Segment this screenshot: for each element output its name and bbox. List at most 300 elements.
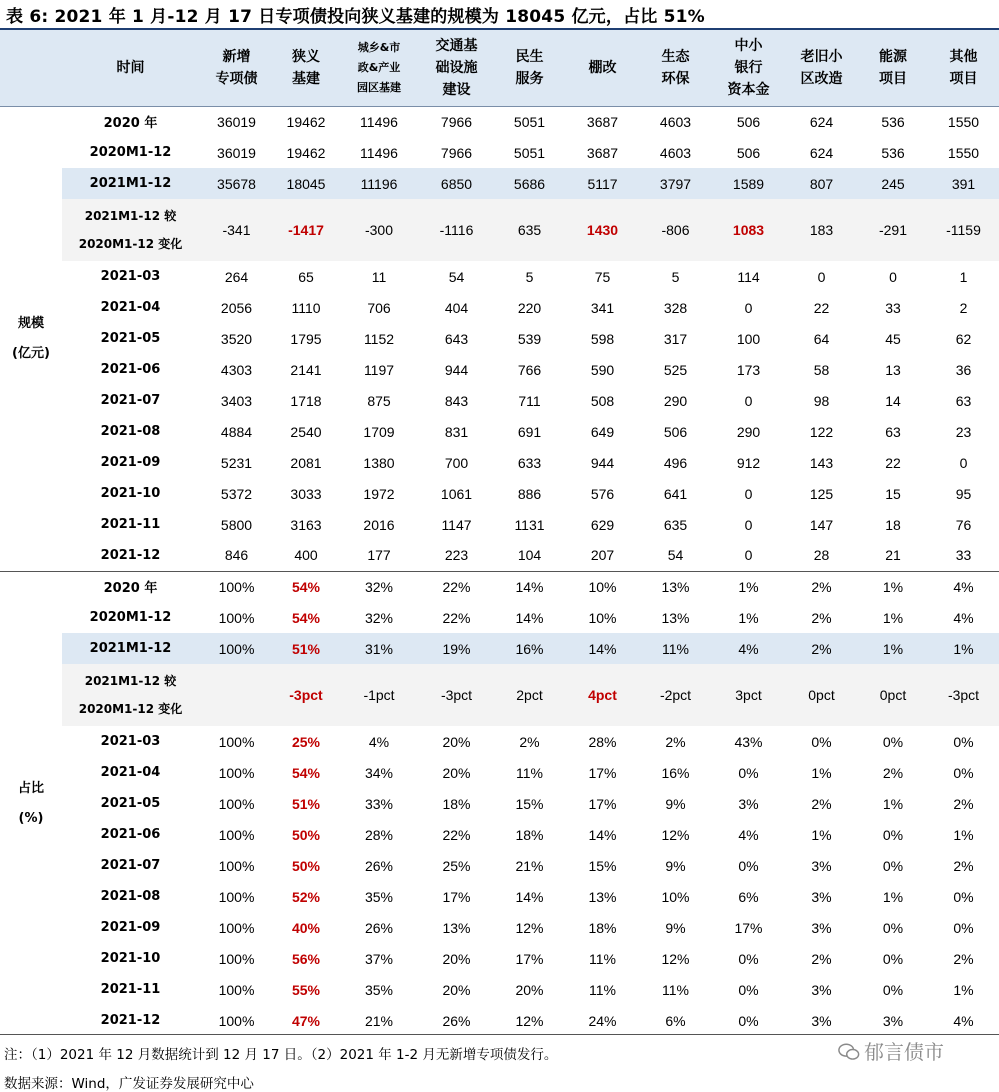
column-header <box>62 30 199 106</box>
table-cell: 13% <box>639 571 712 602</box>
table-cell: 125 <box>809 485 834 502</box>
table-cell: 1061 <box>440 485 473 502</box>
table-cell: 4% <box>928 571 999 602</box>
table-cell: 43% <box>734 733 763 750</box>
column-header <box>199 30 274 106</box>
table-cell: 0 <box>889 268 897 285</box>
row-label-line: 2021-09 <box>100 920 161 935</box>
row-label <box>62 664 199 726</box>
column-header-line: 服务 <box>515 70 544 87</box>
table-cell: 20% <box>515 981 544 998</box>
row-label <box>62 1005 199 1036</box>
group-label-line: (亿元) <box>12 345 50 361</box>
table-cell: 173 <box>736 361 761 378</box>
column-header-line: 民生 <box>515 48 544 65</box>
group-label-line: (%) <box>18 810 44 826</box>
row-label-line: 2021-09 <box>100 455 161 470</box>
table-cell: 2% <box>811 795 832 812</box>
table-cell: 2% <box>519 733 540 750</box>
table-cell: 24% <box>588 1012 617 1029</box>
table-cell: 15% <box>515 795 544 812</box>
table-cell: 143 <box>809 454 834 471</box>
table-cell: 0% <box>882 950 904 967</box>
table-cell: 341 <box>590 299 615 316</box>
column-header-line: 棚改 <box>588 59 617 76</box>
footnote: 注：（1）2021 年 12 月数据统计到 12 月 17 日。（2）2021 年 1-2 月无新增专项债发行。 <box>4 1047 558 1063</box>
column-header-line: 项目 <box>879 70 907 87</box>
table-cell: 944 <box>590 454 615 471</box>
table-cell: -1159 <box>928 199 999 261</box>
table-cell: 711 <box>518 392 541 409</box>
row-label <box>62 106 199 137</box>
table-cell: 4% <box>712 633 785 664</box>
table-cell: 14% <box>515 609 544 626</box>
table-cell: 13% <box>442 919 471 936</box>
table-row <box>0 168 999 199</box>
row-label-line: 2021-11 <box>100 517 161 532</box>
table-cell: 9% <box>665 795 686 812</box>
table-cell: 4303 <box>220 361 253 378</box>
table-cell: 36019 <box>217 113 256 130</box>
table-row <box>0 943 999 974</box>
table-cell: 624 <box>809 144 834 161</box>
table-cell: 1% <box>882 609 904 626</box>
table-cell: 539 <box>517 330 542 347</box>
column-header-line: 银行 <box>734 59 763 76</box>
table-cell: 183 <box>785 199 858 261</box>
table-cell: 700 <box>444 454 469 471</box>
table-cell: 400 <box>294 547 318 564</box>
table-cell: -3pct <box>420 664 493 726</box>
row-label-line: 2021-06 <box>100 827 161 842</box>
table-cell: 10% <box>566 571 639 602</box>
table-cell: 0% <box>738 1012 759 1029</box>
table-row <box>0 633 999 664</box>
table-cell: 536 <box>881 144 905 161</box>
table-cell: 1% <box>712 571 785 602</box>
table-cell: 2% <box>953 950 974 967</box>
table-cell: 1% <box>953 981 974 998</box>
table-cell: 11196 <box>338 168 420 199</box>
table-cell: 1972 <box>363 485 395 502</box>
table-cell: 5117 <box>566 168 639 199</box>
table-cell: 3% <box>882 1012 904 1029</box>
row-label <box>62 757 199 788</box>
table-row <box>0 478 999 509</box>
table-cell: 21% <box>364 1012 394 1029</box>
table-cell: 1 <box>959 268 968 285</box>
table-cell: 0pct <box>785 664 858 726</box>
group-label <box>0 106 62 571</box>
row-label-line: 2021-12 <box>100 1013 161 1028</box>
table-cell: 20% <box>442 950 471 967</box>
row-label <box>62 633 199 664</box>
table-cell: 10% <box>661 888 690 905</box>
row-label <box>62 137 199 168</box>
row-label <box>62 292 199 323</box>
column-header-line: 环保 <box>661 70 690 87</box>
table-row <box>0 757 999 788</box>
table-cell: 7966 <box>440 144 473 161</box>
wechat-icon <box>838 1041 860 1063</box>
table-cell: 11% <box>639 633 712 664</box>
table-row <box>0 292 999 323</box>
row-label <box>62 323 199 354</box>
table-cell: 21% <box>515 857 544 874</box>
table-cell: 15% <box>588 857 617 874</box>
row-label <box>62 726 199 757</box>
table-cell: 0 <box>744 299 753 316</box>
table-cell: 33 <box>955 547 972 564</box>
table-cell: 3520 <box>220 330 253 347</box>
table-row <box>0 602 999 633</box>
column-header <box>566 30 639 106</box>
table-cell: 0% <box>953 888 974 905</box>
table-cell: 290 <box>663 392 688 409</box>
table-cell: 0% <box>738 950 759 967</box>
table-cell: 2% <box>785 633 858 664</box>
row-label-line: 2020M1-12 变化 <box>78 702 183 716</box>
table-cell: 1589 <box>712 168 785 199</box>
table-cell: 28% <box>588 733 617 750</box>
row-label-line: 2021M1-12 较 <box>84 209 177 223</box>
row-label <box>62 416 199 447</box>
table-cell: 14% <box>566 633 639 664</box>
table-cell: -3pct <box>928 664 999 726</box>
table-cell: 1380 <box>363 454 395 471</box>
table-cell: 100% <box>218 857 255 874</box>
table-cell: 1% <box>811 826 832 843</box>
table-cell: -3pct <box>274 664 338 726</box>
table-cell: 0pct <box>858 664 928 726</box>
table-cell: 3163 <box>290 516 322 533</box>
row-label-line: 2021-10 <box>100 486 161 501</box>
row-label <box>62 354 199 385</box>
table-cell: 391 <box>928 168 999 199</box>
watermark <box>838 1036 944 1065</box>
table-cell: 22% <box>442 826 471 843</box>
table-cell: 506 <box>663 423 688 440</box>
table-cell: 18% <box>588 919 617 936</box>
table-cell: 624 <box>809 113 834 130</box>
table-cell: 635 <box>493 199 566 261</box>
table-cell: 9% <box>665 857 686 874</box>
table-cell: 25% <box>291 733 321 750</box>
row-label-line: 2021-11 <box>100 982 161 997</box>
column-header-line: 时间 <box>116 59 145 76</box>
table-cell: 1% <box>738 609 759 626</box>
table-cell: 32% <box>364 609 394 626</box>
table-cell: 10% <box>588 609 617 626</box>
row-label <box>62 447 199 478</box>
column-header-line: 园区基建 <box>357 80 401 94</box>
table-cell: 26% <box>364 857 394 874</box>
table-cell: 100% <box>218 764 255 781</box>
table-cell: 98 <box>813 392 830 409</box>
row-label-line: 2020 年 <box>103 116 158 132</box>
table-cell: 1152 <box>363 330 395 347</box>
table-cell: 23 <box>955 423 972 440</box>
table-cell: 100 <box>736 330 761 347</box>
column-header-line: 础设施 <box>435 59 478 76</box>
table-cell: 629 <box>590 516 615 533</box>
table-cell: 0% <box>882 857 904 874</box>
table-cell: 100% <box>218 919 255 936</box>
column-header <box>639 30 712 106</box>
table-cell: 4603 <box>659 113 692 130</box>
table-cell: 177 <box>367 547 391 564</box>
table-cell: 13 <box>885 361 901 378</box>
data-table <box>0 30 999 1036</box>
row-label <box>62 943 199 974</box>
column-header-line: 新增 <box>222 48 251 65</box>
row-label <box>62 850 199 881</box>
table-cell: 16% <box>493 633 566 664</box>
table-cell: 40% <box>291 919 321 936</box>
table-row <box>0 354 999 385</box>
row-label <box>62 571 199 602</box>
table-cell: 1% <box>928 633 999 664</box>
table-cell: 5800 <box>220 516 253 533</box>
table-cell: 5051 <box>513 144 546 161</box>
table-cell: 11% <box>589 981 616 998</box>
table-cell: 1718 <box>290 392 322 409</box>
table-cell: 2% <box>811 950 832 967</box>
table-cell: 4603 <box>659 144 692 161</box>
row-label-line: 2020 年 <box>103 581 158 597</box>
table-cell: 100% <box>218 888 255 905</box>
table-row <box>0 416 999 447</box>
row-label-line: 2021-06 <box>100 362 161 377</box>
column-header <box>338 30 420 106</box>
column-header <box>928 30 999 106</box>
table-cell: 843 <box>444 392 469 409</box>
table-cell: 1197 <box>363 361 395 378</box>
table-cell: 18045 <box>274 168 338 199</box>
table-cell: 100% <box>218 795 255 812</box>
table-cell: 2016 <box>363 516 395 533</box>
table-cell: 34% <box>364 764 394 781</box>
table-cell: 4% <box>953 1012 974 1029</box>
table-cell: 100% <box>218 950 255 967</box>
table-cell: 1550 <box>947 144 980 161</box>
table-cell: 104 <box>517 547 542 564</box>
table-cell: 21 <box>885 547 901 564</box>
table-cell: 22 <box>813 299 830 316</box>
table-cell: 19462 <box>286 113 326 130</box>
column-header-line: 生态 <box>661 48 690 65</box>
table-cell: 4% <box>368 733 390 750</box>
table-cell: 95 <box>955 485 972 502</box>
table-row <box>0 199 999 261</box>
column-header-line: 交通基 <box>435 37 478 54</box>
table-cell: 5 <box>525 268 534 285</box>
table-cell: 1147 <box>441 516 472 533</box>
table-cell: 3687 <box>586 144 619 161</box>
table-cell: 4884 <box>220 423 253 440</box>
row-label <box>62 881 199 912</box>
column-header <box>274 30 338 106</box>
table-cell: 100% <box>218 826 255 843</box>
table-cell: 64 <box>813 330 830 347</box>
table-cell: 886 <box>517 485 542 502</box>
table-cell: 0 <box>744 392 753 409</box>
column-header-line: 中小 <box>734 37 763 54</box>
table-cell: 52% <box>291 888 321 905</box>
table-cell: 122 <box>809 423 834 440</box>
table-cell: 17% <box>734 919 763 936</box>
table-cell: 4pct <box>566 664 639 726</box>
table-row <box>0 385 999 416</box>
table-cell: 1% <box>858 571 928 602</box>
row-label <box>62 788 199 819</box>
table-cell: 100% <box>199 633 274 664</box>
column-header-line: 政&产业 <box>357 60 401 74</box>
table-cell: 2% <box>811 609 832 626</box>
table-cell: 1131 <box>514 516 545 533</box>
table-cell: 14 <box>885 392 901 409</box>
table-cell: 12% <box>661 950 690 967</box>
table-cell: 14% <box>493 571 566 602</box>
row-label-line: 2021M1-12 <box>89 176 172 191</box>
row-label-line: 2021-04 <box>100 300 161 315</box>
header-row <box>0 30 999 106</box>
table-cell: 0% <box>953 764 974 781</box>
table-cell: 766 <box>517 361 542 378</box>
table-cell: 220 <box>517 299 542 316</box>
table-cell: 807 <box>785 168 858 199</box>
table-cell: -2pct <box>639 664 712 726</box>
group-label-line: 规模 <box>17 315 44 331</box>
table-cell: 3797 <box>639 168 712 199</box>
table-cell: 18% <box>515 826 544 843</box>
row-label <box>62 199 199 261</box>
table-cell: 51% <box>274 633 338 664</box>
table-cell: 3403 <box>220 392 253 409</box>
table-cell: 54 <box>667 547 684 564</box>
table-cell: 31% <box>338 633 420 664</box>
table-cell: 51% <box>291 795 321 812</box>
table-row <box>0 323 999 354</box>
table-cell: 2081 <box>290 454 322 471</box>
table-cell: 641 <box>663 485 688 502</box>
column-header-line: 狭义 <box>292 48 320 65</box>
table-cell: 19% <box>420 633 493 664</box>
table-cell: 17% <box>588 764 617 781</box>
table-cell: 54% <box>274 571 338 602</box>
table-cell: 2% <box>882 764 904 781</box>
table-cell: 55% <box>291 981 321 998</box>
table-cell: 100% <box>199 571 274 602</box>
table-cell: 4% <box>738 826 759 843</box>
table-row <box>0 726 999 757</box>
table-cell: 11% <box>589 950 616 967</box>
table-cell: 0 <box>959 454 968 471</box>
table-cell: 576 <box>590 485 615 502</box>
row-label-line: 2021-10 <box>100 951 161 966</box>
table-cell: 496 <box>663 454 688 471</box>
table-cell: 508 <box>590 392 615 409</box>
table-cell: 13% <box>661 609 690 626</box>
column-header-line: 基建 <box>292 70 320 87</box>
column-header-line: 其他 <box>949 48 978 65</box>
row-label-line: 2021-03 <box>100 269 161 284</box>
table-cell: 245 <box>858 168 928 199</box>
row-label-line: 2021M1-12 较 <box>84 674 177 688</box>
table-row <box>0 912 999 943</box>
table-cell: 635 <box>663 516 688 533</box>
table-cell: 3033 <box>290 485 322 502</box>
table-cell: 16% <box>661 764 690 781</box>
table-cell: 875 <box>367 392 391 409</box>
table-cell: 100% <box>218 609 255 626</box>
row-label <box>62 912 199 943</box>
row-label <box>62 385 199 416</box>
table-cell: 36019 <box>217 144 256 161</box>
table-cell: 35% <box>364 888 394 905</box>
table-cell: 590 <box>590 361 615 378</box>
table-cell: 11496 <box>360 144 398 161</box>
table-cell: 13% <box>588 888 617 905</box>
table-cell: 37% <box>364 950 394 967</box>
table-cell: 0 <box>817 268 826 285</box>
table-cell: 3% <box>811 888 832 905</box>
table-cell: 0% <box>882 919 904 936</box>
table-cell: 4% <box>953 609 974 626</box>
table-cell: 1% <box>953 826 974 843</box>
table-cell: 3% <box>811 1012 832 1029</box>
table-cell: 0% <box>738 764 759 781</box>
group-label-line: 占比 <box>17 780 44 796</box>
row-label <box>62 540 199 571</box>
table-cell: 831 <box>444 423 469 440</box>
table-cell: 20% <box>442 764 471 781</box>
table-cell: 26% <box>442 1012 471 1029</box>
table-cell: 18% <box>442 795 471 812</box>
table-cell: 3687 <box>586 113 619 130</box>
table-cell: 11% <box>662 981 689 998</box>
table-cell: 63 <box>885 423 901 440</box>
row-label-line: 2021-05 <box>100 331 161 346</box>
table-cell: 17% <box>588 795 617 812</box>
row-label-line: 2021-12 <box>100 547 161 563</box>
table-cell: -300 <box>338 199 420 261</box>
table-row <box>0 819 999 850</box>
table-cell: 2141 <box>290 361 322 378</box>
table-cell: -341 <box>199 199 274 261</box>
column-header <box>858 30 928 106</box>
table-cell: 3% <box>811 981 832 998</box>
table-cell: 56% <box>291 950 321 967</box>
table-cell: 11% <box>516 764 543 781</box>
table-cell: 2pct <box>493 664 566 726</box>
column-header <box>493 30 566 106</box>
table-cell: 76 <box>955 516 972 533</box>
row-label-line: 2021-07 <box>100 393 161 408</box>
group-label <box>0 571 62 1036</box>
table-row <box>0 788 999 819</box>
table-cell: 1430 <box>566 199 639 261</box>
table-row <box>0 509 999 540</box>
column-header <box>420 30 493 106</box>
column-header-line: 区改造 <box>800 70 843 87</box>
table-cell: 63 <box>955 392 972 409</box>
table-cell: 1% <box>882 795 904 812</box>
row-label-line: 2021-08 <box>100 889 161 904</box>
table-cell: 0% <box>811 733 832 750</box>
table-cell: 0 <box>744 516 753 533</box>
table-cell: 1550 <box>947 113 980 130</box>
